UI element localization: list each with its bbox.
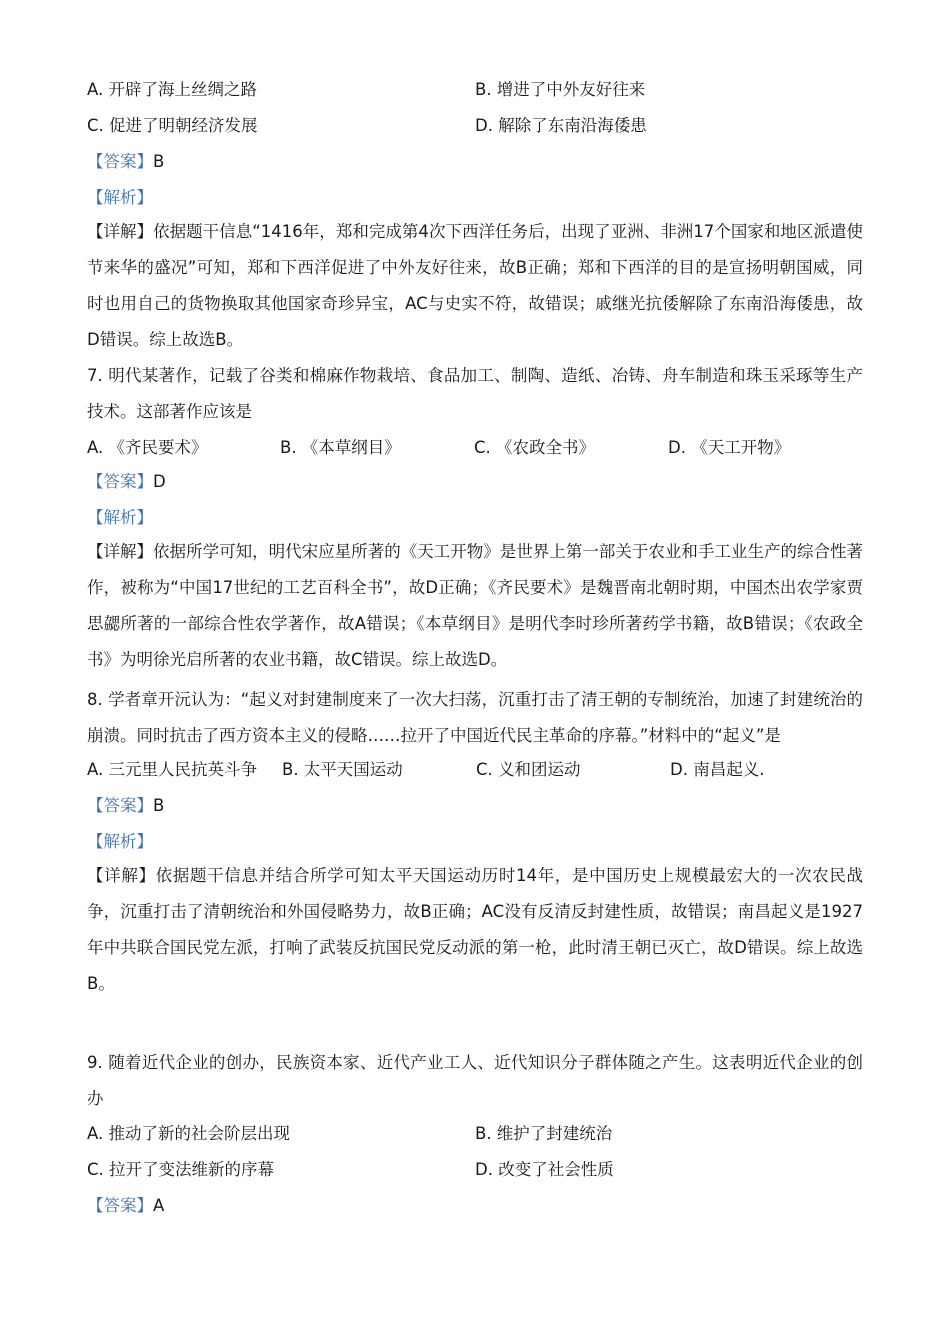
q9-option-d: D. 改变了社会性质 [475,1160,614,1179]
q8-stem: 8. 学者章开沅认为：“起义对封建制度来了一次大扫荡，沉重打击了清王朝的专制统治，加速了封建统治的崩溃。同时抗击了西方资本主义的侵略……拉开了中国近代民主革命的序幕。”材料中的“起义”是 [87,690,863,745]
q8-answer [87,796,164,816]
q6-option-a: A. 开辟了海上丝绸之路 [87,80,257,99]
detail-tag: 【详解】 [87,866,156,885]
q9-option-b: B. 维护了封建统治 [475,1124,613,1143]
q6-detail [87,214,863,358]
answer-value: D [153,472,166,491]
q8-option-d: D. 南昌起义. [670,760,765,779]
q7-stem: 7. 明代某著作，记载了谷类和棉麻作物栽培、食品加工、制陶、造纸、冶铸、舟车制造和珠玉采琢等生产技术。这部著作应该是 [87,366,863,421]
q7-detail [87,534,863,678]
answer-value: A [153,1196,165,1215]
answer-tag: 【答案】 [87,1196,153,1215]
answer-tag: 【答案】 [87,152,153,171]
q7-analysis [87,508,153,528]
detail-tag: 【详解】 [87,542,154,561]
answer-value: B [153,796,165,815]
analysis-tag: 【解析】 [87,508,153,527]
q6-analysis [87,188,153,208]
q7-option-a: A. 《齐民要术》 [87,438,208,457]
answer-tag: 【答案】 [87,796,153,815]
q8-option-b: B. 太平天国运动 [282,760,403,779]
q9-stem: 9. 随着近代企业的创办，民族资本家、近代产业工人、近代知识分子群体随之产生。这表明近代企业的创办 [87,1053,863,1108]
q8-option-c: C. 义和团运动 [476,760,581,779]
q6-answer [87,152,164,172]
answer-value: B [153,152,165,171]
q8-analysis [87,832,153,852]
detail-tag: 【详解】 [87,222,154,241]
answer-tag: 【答案】 [87,472,153,491]
q9-option-c: C. 拉开了变法维新的序幕 [87,1160,275,1179]
q7-option-c: C. 《农政全书》 [474,438,596,457]
q6-option-d: D. 解除了东南沿海倭患 [475,116,647,135]
q7-option-b: B. 《本草纲目》 [280,438,401,457]
q7-answer [87,472,166,492]
detail-text: 依据所学可知，明代宋应星所著的《天工开物》是世界上第一部关于农业和手工业生产的综合性著作，被称为“中国17世纪的工艺百科全书”，故D正确；《齐民要术》是魏晋南北朝时期，中国杰出农学家贾思勰所著的一部综合性农学著作，故A错误；《本草纲目》是明代李时珍所著药学书籍，故B错误；《农政全书》为明徐光启所著的农业书籍，故C错误。综上故选D。 [87,542,864,669]
analysis-tag: 【解析】 [87,188,153,207]
q8-option-a: A. 三元里人民抗英斗争 [87,760,257,779]
q6-option-b: B. 增进了中外友好往来 [475,80,646,99]
q9-option-a: A. 推动了新的社会阶层出现 [87,1124,290,1143]
detail-text: 依据题干信息“1416年，郑和完成第4次下西洋任务后，出现了亚洲、非洲17个国家和地区派遣使节来华的盛况”可知，郑和下西洋促进了中外友好往来，故B正确；郑和下西洋的目的是宣扬明朝国威，同时也用自己的货物换取其他国家奇珍异宝，AC与史实不符，故错误；戚继光抗倭解除了东南沿海倭患，故D错误。综上故选B。 [87,222,863,349]
q6-option-c: C. 促进了明朝经济发展 [87,116,258,135]
detail-text: 依据题干信息并结合所学可知太平天国运动历时14年，是中国历史上规模最宏大的一次农民战争，沉重打击了清朝统治和外国侵略势力，故B正确；AC没有反清反封建性质，故错误；南昌起义是1927年中共联合国民党左派，打响了武装反抗国民党反动派的第一枪，此时清王朝已灭亡，故D错误。综上故选B。 [87,866,863,993]
q7-option-d: D. 《天工开物》 [668,438,791,457]
q8-detail [87,858,863,1002]
q9-answer [87,1196,164,1216]
analysis-tag: 【解析】 [87,832,153,851]
